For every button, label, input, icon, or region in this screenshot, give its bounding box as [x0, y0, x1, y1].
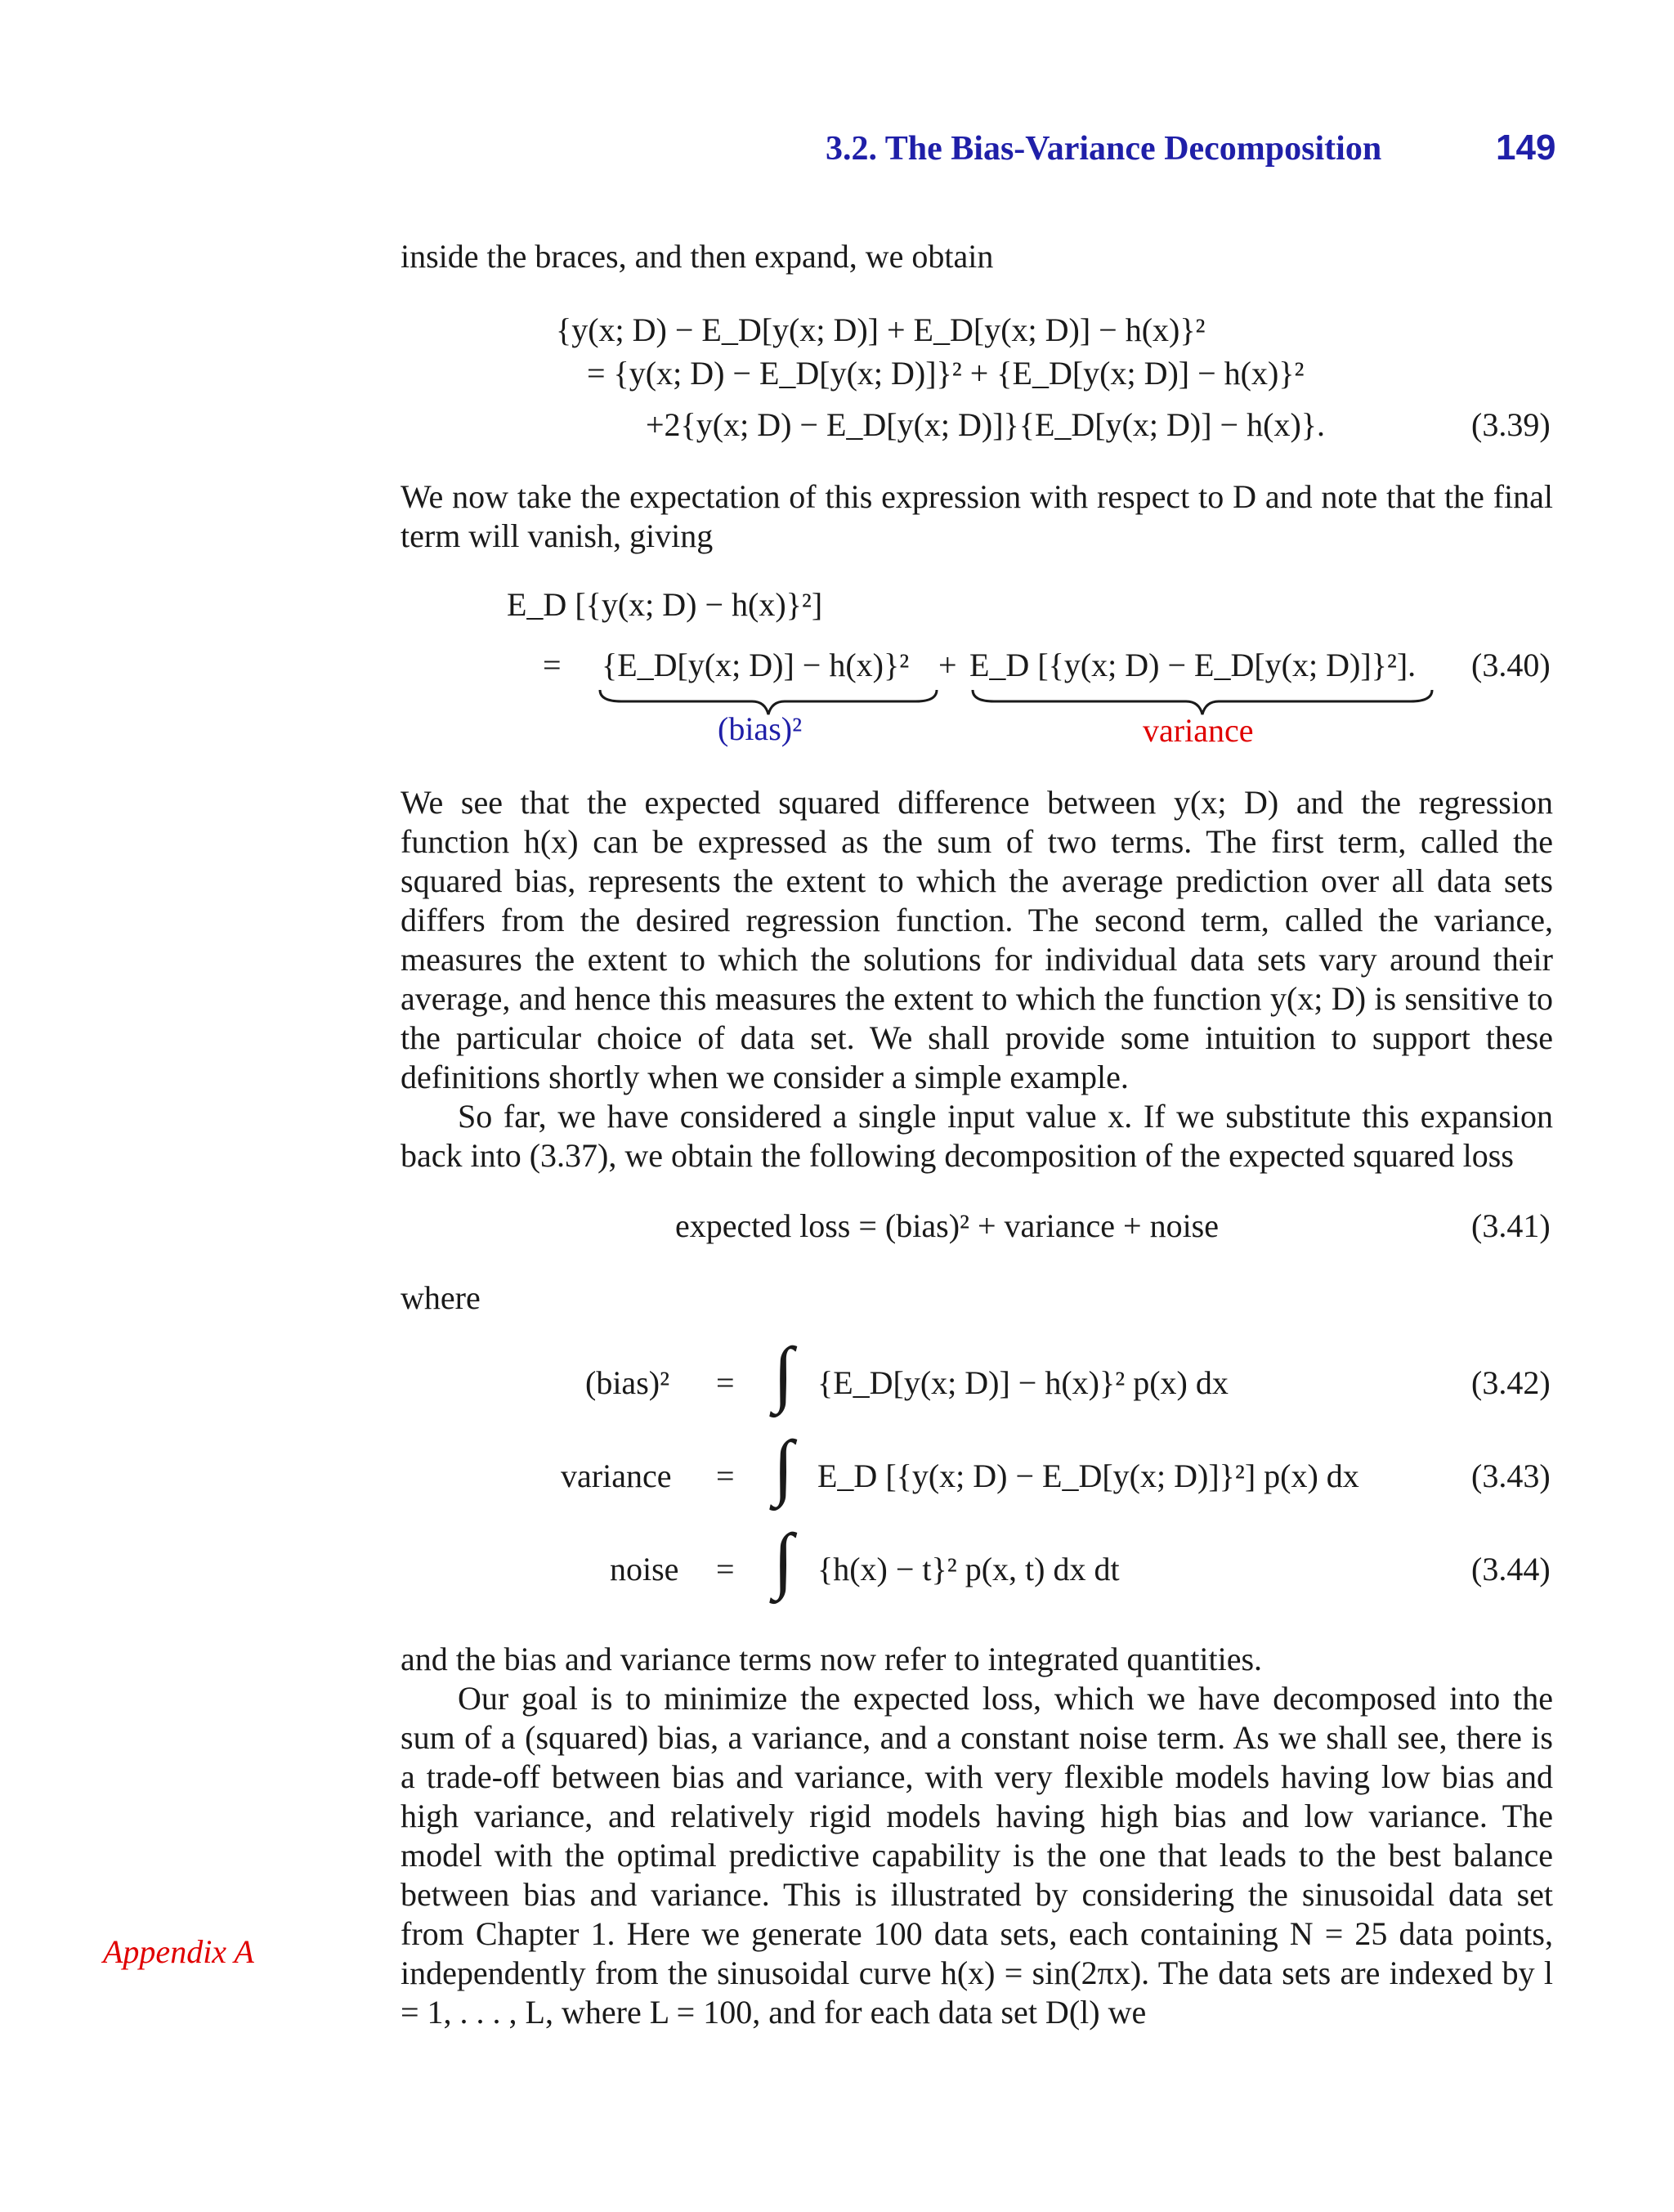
paragraph-so-far: So far, we have considered a single input value x. If we substitute this expansion back into (3.37), we obtain the following decomposition of the expected squared loss	[401, 1098, 1553, 1174]
eq-number-3-41: (3.41)	[1471, 1207, 1551, 1244]
eq-3-40-variance-term: E_D [{y(x; D) − E_D[y(x; D)]}²].	[969, 647, 1417, 683]
integral-sign-icon: ∫	[773, 1333, 794, 1414]
eq-3-40-plus: +	[938, 647, 957, 683]
eq-3-41: expected loss = (bias)² + variance + noise	[675, 1207, 1219, 1244]
intro-line: inside the braces, and then expand, we obtain	[401, 238, 994, 275]
eq-number-3-43: (3.43)	[1471, 1458, 1551, 1494]
eq-number-3-42: (3.42)	[1471, 1364, 1551, 1401]
eq-number-3-44: (3.44)	[1471, 1551, 1551, 1587]
paragraph-integrated: and the bias and variance terms now refer to integrated quantities.	[401, 1641, 1263, 1677]
eq-3-44-lhs: noise	[610, 1551, 679, 1587]
page-number: 149	[1496, 128, 1556, 168]
label-bias-squared: (bias)²	[718, 710, 803, 747]
eq-3-40-equals: =	[543, 647, 562, 683]
integral-sign-icon: ∫	[773, 1520, 794, 1601]
eq-3-40-line-1: E_D [{y(x; D) − h(x)}²]	[507, 586, 823, 623]
eq-3-42-lhs: (bias)²	[585, 1364, 670, 1401]
eq-3-43-lhs: variance	[561, 1458, 672, 1494]
eq-number-3-40: (3.40)	[1471, 647, 1551, 683]
margin-note-appendix[interactable]: Appendix A	[103, 1933, 254, 1970]
where-label: where	[401, 1279, 481, 1316]
eq-3-40-bias-term: {E_D[y(x; D)] − h(x)}²	[602, 647, 910, 683]
eq-3-39-line-3: +2{y(x; D) − E_D[y(x; D)]}{E_D[y(x; D)] − h(x)}.	[646, 406, 1325, 443]
paragraph-expectation: We now take the expectation of this expression with respect to D and note that the final term will vanish, giving	[401, 478, 1553, 554]
eq-3-43-equals: =	[716, 1458, 735, 1494]
eq-number-3-39: (3.39)	[1471, 406, 1551, 443]
label-variance: variance	[1143, 712, 1254, 749]
section-title: 3.2. The Bias-Variance Decomposition	[826, 130, 1382, 168]
eq-3-42-equals: =	[716, 1364, 735, 1401]
paragraph-goal: Our goal is to minimize the expected loss, which we have decomposed into the sum of a (squared) bias, a variance, and a constant noise term. As we shall see, there is a trade-off between bias and variance, with very flexible models having low bias and high variance, and relatively rigid models having high bias and low variance. The model with the optimal predictive capability is the one that leads to the best balance between bias and variance. This is illustrated by considering the sinusoidal data set from Chapter 1. Here we generate 100 data sets, each containing N = 25 data points, independently from the sinusoidal curve h(x) = sin(2πx). The data sets are indexed by l = 1, . . . , L, where L = 100, and for each data set D(l) we	[401, 1680, 1553, 2031]
paragraph-bias-variance: We see that the expected squared difference between y(x; D) and the regression function h(x) can be expressed as the sum of two terms. The first term, called the squared bias, represents the extent to which the average prediction over all data sets differs from the desired regression function. The second term, called the variance, measures the extent to which the solutions for individual data sets vary around their average, and hence this measures the extent to which the function y(x; D) is sensitive to the particular choice of data set. We shall provide some intuition to support these definitions shortly when we consider a simple example.	[401, 784, 1553, 1095]
eq-3-39-line-2: = {y(x; D) − E_D[y(x; D)]}² + {E_D[y(x; D)] − h(x)}²	[587, 355, 1305, 392]
eq-3-44-equals: =	[716, 1551, 735, 1587]
eq-3-44-rhs: {h(x) − t}² p(x, t) dx dt	[817, 1551, 1120, 1587]
eq-3-42-rhs: {E_D[y(x; D)] − h(x)}² p(x) dx	[817, 1364, 1229, 1401]
integral-sign-icon: ∫	[773, 1426, 794, 1507]
eq-3-39-line-1: {y(x; D) − E_D[y(x; D)] + E_D[y(x; D)] − h(x)}²	[556, 311, 1206, 348]
eq-3-43-rhs: E_D [{y(x; D) − E_D[y(x; D)]}²] p(x) dx	[817, 1458, 1359, 1494]
